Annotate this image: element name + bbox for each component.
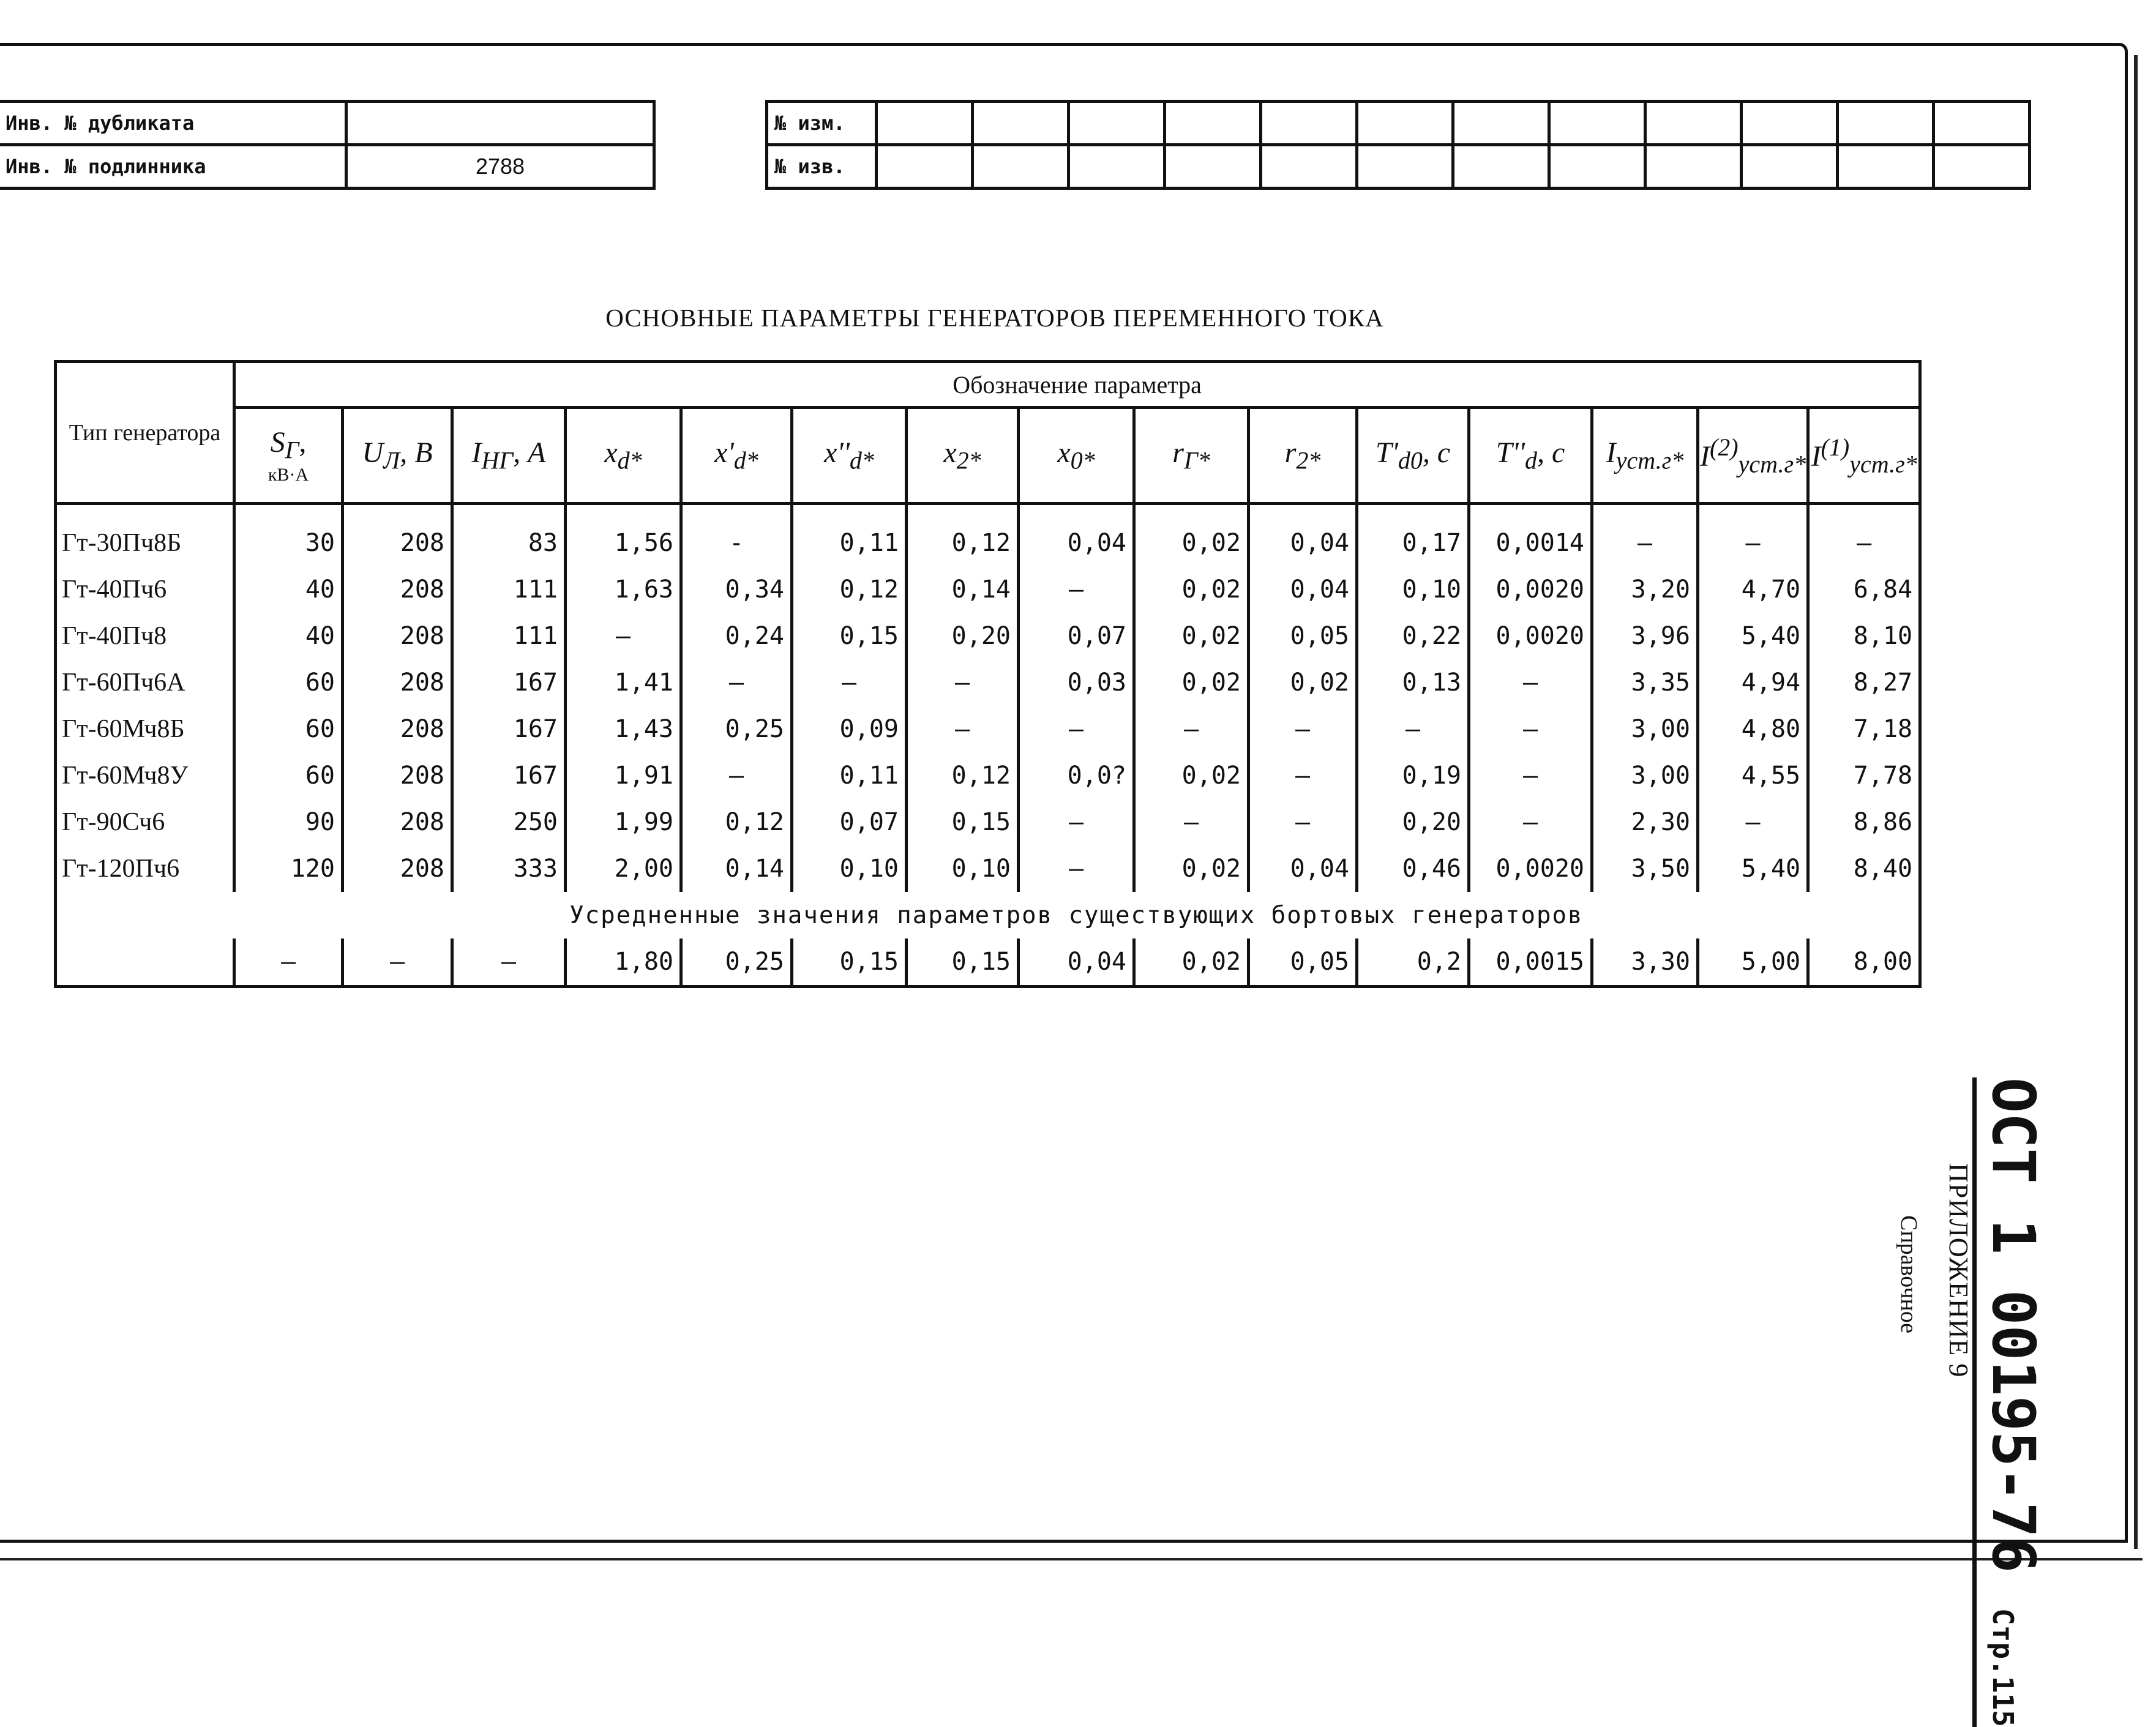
generator-params-table [54,360,1922,988]
orig-value: 2788 [346,145,654,189]
param-cell: 40 [234,566,343,613]
param-cell: 4,94 [1698,659,1808,706]
col-header: $x_{0*}$ [1019,408,1134,504]
param-cell: 0,02 [1134,504,1249,567]
table-row [56,566,1920,613]
param-cell: 1,41 [566,659,681,706]
param-cell: 0,0020 [1469,845,1592,892]
param-cell: 250 [452,799,566,845]
param-cell: – [1592,504,1698,567]
param-cell: – [681,659,792,706]
generator-type: Гт-30Пч8Б [56,504,234,567]
param-cell: 0,10 [792,845,907,892]
param-cell: – [1249,799,1357,845]
param-cell: 0,13 [1357,659,1469,706]
orig-label: Инв. № подлинника [0,145,346,189]
param-cell: 0,09 [792,706,907,752]
param-cell: 208 [343,706,452,752]
average-cell: 0,25 [681,938,792,987]
appendix-type: Справочное [1896,1215,1922,1334]
param-cell: – [792,659,907,706]
param-cell: 208 [343,799,452,845]
param-cell: 0,07 [792,799,907,845]
param-cell: 0,0014 [1469,504,1592,567]
change-cell [1645,102,1742,145]
param-cell: 0,12 [907,504,1019,567]
change-cell [1357,102,1453,145]
param-cell: 0,04 [1249,566,1357,613]
param-cell: 0,10 [907,845,1019,892]
param-cell: – [1019,566,1134,613]
param-cell: – [1469,799,1592,845]
param-cell: 5,40 [1698,845,1808,892]
param-cell: 0,07 [1019,613,1134,659]
average-cell: 0,05 [1249,938,1357,987]
param-cell: 0,25 [681,706,792,752]
average-cell: 0,15 [792,938,907,987]
param-cell: 0,02 [1134,566,1249,613]
param-cell: – [1134,799,1249,845]
page-title: ОСНОВНЫЕ ПАРАМЕТРЫ ГЕНЕРАТОРОВ ПЕРЕМЕННОГО ТОКА [605,304,1384,332]
param-cell: 2,30 [1592,799,1698,845]
dup-label: Инв. № дубликата [0,102,346,145]
param-cell: 167 [452,659,566,706]
table-row [56,659,1920,706]
change-cell [1165,102,1261,145]
notice-cell [1165,145,1261,189]
param-cell: 3,00 [1592,752,1698,799]
param-cell: – [1019,799,1134,845]
change-cell [1934,102,2030,145]
param-cell: – [1469,752,1592,799]
param-cell: 6,84 [1808,566,1920,613]
param-cell: 111 [452,613,566,659]
notice-cell [1357,145,1453,189]
param-cell: 8,10 [1808,613,1920,659]
param-cell: – [907,706,1019,752]
param-cell: 0,04 [1249,504,1357,567]
param-cell: 208 [343,845,452,892]
param-cell: 0,20 [907,613,1019,659]
param-cell: – [1249,752,1357,799]
param-cell: 167 [452,706,566,752]
table-row [56,504,1920,567]
col-header: $T''_d$, с [1469,408,1592,504]
table-row [56,845,1920,892]
col-header: $I_{НГ}$, А [452,408,566,504]
average-cell: 8,00 [1808,938,1920,987]
param-cell: 1,91 [566,752,681,799]
param-cell: 40 [234,613,343,659]
param-cell: 0,12 [907,752,1019,799]
empty-cell [56,938,234,987]
param-cell: – [1134,706,1249,752]
inventory-stamp [0,100,656,190]
param-cell: 3,35 [1592,659,1698,706]
page-number: Стр.115 [1986,1608,2019,1727]
param-cell: 4,80 [1698,706,1808,752]
param-cell: 0,12 [792,566,907,613]
param-cell: 90 [234,799,343,845]
param-cell: 7,78 [1808,752,1920,799]
param-cell: - [681,504,792,567]
param-cell: – [1808,504,1920,567]
col-header: $x''_{d*}$ [792,408,907,504]
param-cell: 1,63 [566,566,681,613]
param-cell: 0,0? [1019,752,1134,799]
param-cell: 208 [343,752,452,799]
param-cell: 111 [452,566,566,613]
col-header: $r_{Г*}$ [1134,408,1249,504]
param-cell: 0,15 [907,799,1019,845]
change-cell [1742,102,1838,145]
empty-cell [56,892,234,938]
param-cell: 0,10 [1357,566,1469,613]
param-cell: 3,50 [1592,845,1698,892]
generator-type: Гт-60Пч6А [56,659,234,706]
table-row [56,613,1920,659]
param-cell: – [1019,845,1134,892]
notice-cell [1645,145,1742,189]
param-cell: 30 [234,504,343,567]
change-cell [973,102,1069,145]
col-header: $x'_{d*}$ [681,408,792,504]
param-cell: 0,11 [792,752,907,799]
notice-cell [1934,145,2030,189]
change-cell [1069,102,1165,145]
param-cell: 0,14 [907,566,1019,613]
param-cell: 0,14 [681,845,792,892]
page-frame-edge [2134,55,2138,1549]
param-cell: 83 [452,504,566,567]
param-cell: – [1249,706,1357,752]
param-cell: 8,86 [1808,799,1920,845]
notice-cell [1742,145,1838,189]
col-header: $I^{(1)}_{уст.г*}$ [1808,408,1920,504]
param-cell: 167 [452,752,566,799]
param-cell: 3,96 [1592,613,1698,659]
average-cell: 1,80 [566,938,681,987]
param-cell: 1,99 [566,799,681,845]
average-cell: – [452,938,566,987]
notice-cell [1453,145,1549,189]
table-row [56,799,1920,845]
average-cell: 0,0015 [1469,938,1592,987]
notice-cell [1549,145,1645,189]
col-header: $I^{(2)}_{уст.г*}$ [1698,408,1808,504]
doc-code-text: ОСТ 1 00195-76 [1979,1077,2048,1573]
average-cell: – [234,938,343,987]
param-cell: 1,56 [566,504,681,567]
param-cell: 0,12 [681,799,792,845]
change-cell [1261,102,1357,145]
param-cell: 208 [343,659,452,706]
param-cell: 0,02 [1134,613,1249,659]
param-cell: 60 [234,659,343,706]
param-cell: 8,27 [1808,659,1920,706]
param-cell: 0,02 [1134,752,1249,799]
average-cell: 0,2 [1357,938,1469,987]
param-cell: 0,17 [1357,504,1469,567]
change-cell [1838,102,1934,145]
page-bottom-rule [0,1558,2143,1560]
param-cell: 0,02 [1134,845,1249,892]
document-code [1972,1077,2048,1727]
notice-cell [1069,145,1165,189]
param-cell: – [681,752,792,799]
param-cell: – [1469,659,1592,706]
param-cell: 0,04 [1019,504,1134,567]
param-cell: 120 [234,845,343,892]
col-header: $x_{2*}$ [907,408,1019,504]
param-cell: 208 [343,504,452,567]
param-cell: 0,24 [681,613,792,659]
dup-value [346,102,654,145]
notice-label: № изв. [767,145,877,189]
param-cell: 0,19 [1357,752,1469,799]
param-cell: – [1357,706,1469,752]
generator-type: Гт-120Пч6 [56,845,234,892]
col-header: $I_{уст.г*}$ [1592,408,1698,504]
average-cell: 0,04 [1019,938,1134,987]
param-cell: 0,0020 [1469,566,1592,613]
group-header: Обозначение параметра [234,362,1920,408]
average-cell: 3,30 [1592,938,1698,987]
average-cell: 0,15 [907,938,1019,987]
param-cell: 333 [452,845,566,892]
param-cell: – [1698,504,1808,567]
param-cell: 0,04 [1249,845,1357,892]
param-cell: 8,40 [1808,845,1920,892]
param-cell: 0,11 [792,504,907,567]
notice-cell [1261,145,1357,189]
param-cell: – [1469,706,1592,752]
param-cell: 60 [234,752,343,799]
param-cell: 4,70 [1698,566,1808,613]
param-cell: 0,0020 [1469,613,1592,659]
average-label: Усредненные значения параметров существующих бортовых генераторов [569,901,1584,929]
generator-type: Гт-60Мч8Б [56,706,234,752]
change-cell [1453,102,1549,145]
notice-cell [973,145,1069,189]
change-cell [877,102,973,145]
param-cell: 0,02 [1249,659,1357,706]
notice-cell [877,145,973,189]
col-header: $T'_{d0}$, с [1357,408,1469,504]
param-cell: – [907,659,1019,706]
param-cell: 3,20 [1592,566,1698,613]
param-cell: 0,22 [1357,613,1469,659]
param-cell: 0,03 [1019,659,1134,706]
param-cell: 208 [343,566,452,613]
average-label-row [56,892,1920,938]
param-cell: 208 [343,613,452,659]
param-cell: 1,43 [566,706,681,752]
average-cell: 0,02 [1134,938,1249,987]
change-stamp [765,100,2031,190]
param-cell: 4,55 [1698,752,1808,799]
change-label: № изм. [767,102,877,145]
param-cell: – [1698,799,1808,845]
param-cell: 0,20 [1357,799,1469,845]
param-cell: 0,02 [1134,659,1249,706]
param-cell: – [1019,706,1134,752]
param-cell: 60 [234,706,343,752]
col-header: $S_Г$, кВ·А [234,408,343,504]
param-cell: 7,18 [1808,706,1920,752]
param-cell: 0,46 [1357,845,1469,892]
table-row [56,706,1920,752]
param-cell: 0,34 [681,566,792,613]
param-cell: 0,15 [792,613,907,659]
appendix-label: ПРИЛОЖЕНИЕ 9 [1944,1163,1974,1378]
param-cell: – [566,613,681,659]
param-cell: 3,00 [1592,706,1698,752]
param-cell: 2,00 [566,845,681,892]
param-cell: 0,05 [1249,613,1357,659]
type-header: Тип генератора [56,362,234,504]
table-row [56,752,1920,799]
param-cell: 5,40 [1698,613,1808,659]
average-cell: 5,00 [1698,938,1808,987]
change-cell [1549,102,1645,145]
generator-type: Гт-40Пч6 [56,566,234,613]
average-row [56,938,1920,987]
average-cell: – [343,938,452,987]
generator-type: Гт-90Сч6 [56,799,234,845]
notice-cell [1838,145,1934,189]
col-header: $r_{2*}$ [1249,408,1357,504]
col-header: $x_{d*}$ [566,408,681,504]
col-header: $U_Л$, В [343,408,452,504]
generator-type: Гт-60Мч8У [56,752,234,799]
generator-type: Гт-40Пч8 [56,613,234,659]
